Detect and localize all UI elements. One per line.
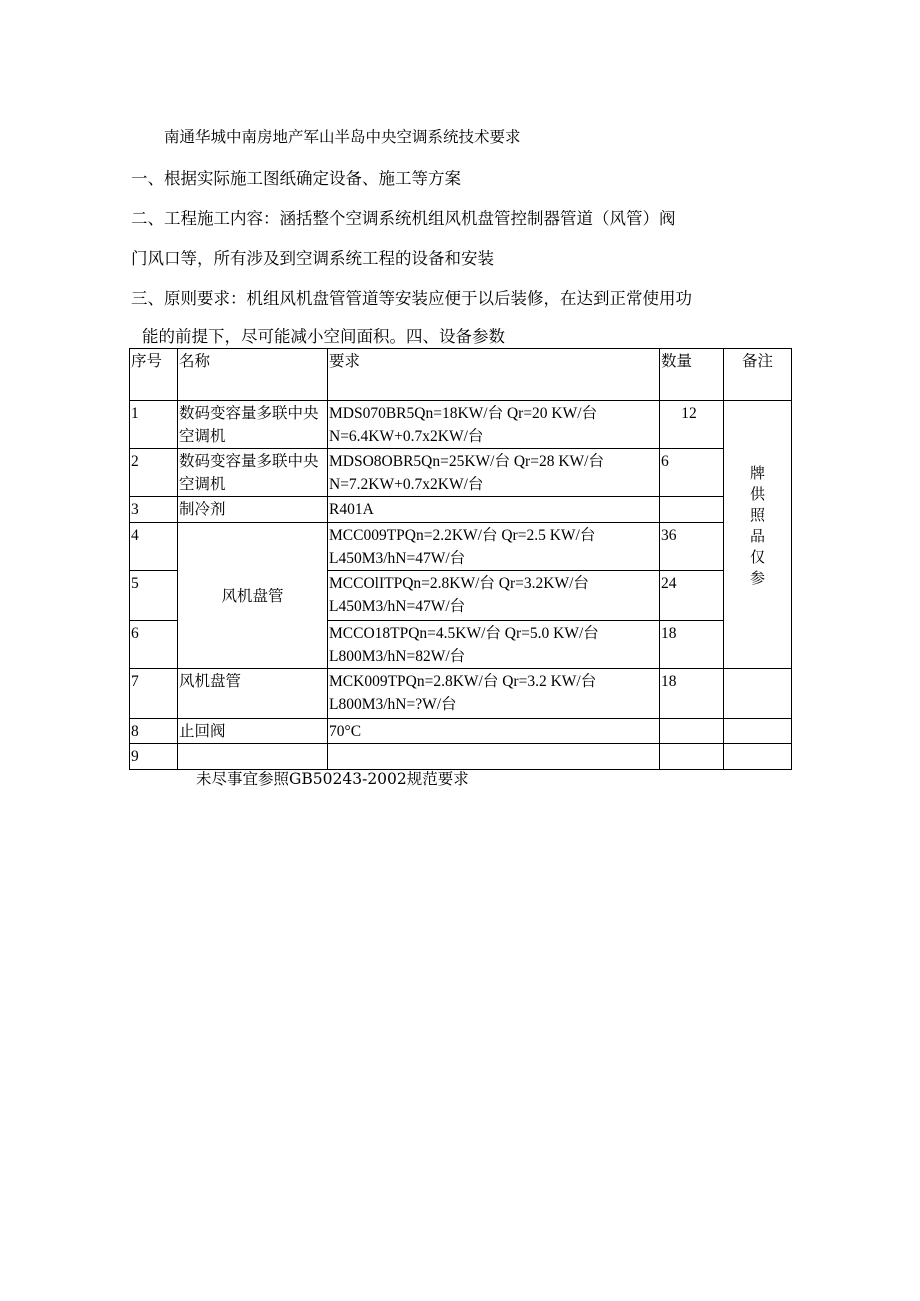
header-name: 名称 [178, 349, 328, 401]
cell-quantity: 6 [660, 449, 724, 497]
cell-remark [724, 744, 792, 770]
cell-no: 5 [130, 571, 178, 621]
cell-requirement: MDS070BR5Qn=18KW/台 Qr=20 KW/台 N=6.4KW+0.7x2KW/台 [328, 401, 660, 449]
cell-requirement: MCCO18TPQn=4.5KW/台 Qr=5.0 KW/台 L800M3/hN=82W/台 [328, 621, 660, 669]
cell-requirement: 70°C [328, 719, 660, 744]
cell-quantity [660, 497, 724, 523]
table-row [130, 523, 792, 571]
cell-name: 数码变容量多联中央空调机 [178, 401, 328, 449]
section-2-text-line2: 门风口等，所有涉及到空调系统工程的设备和安装 [131, 249, 494, 268]
cell-no: 2 [130, 449, 178, 497]
section-2-text-line1: 二、工程施工内容：涵括整个空调系统机组风机盘管控制器管道（风管）阀 [131, 209, 676, 228]
cell-remark [724, 669, 792, 719]
cell-no: 4 [130, 523, 178, 571]
section-3-text-line2: 能的前提下，尽可能减小空间面积。四、设备参数 [142, 327, 505, 346]
header-remark: 备注 [724, 349, 792, 401]
cell-remark-merged [724, 401, 792, 669]
cell-name [178, 744, 328, 770]
cell-requirement: MCC009TPQn=2.2KW/台 Qr=2.5 KW/台 L450M3/hN=47W/台 [328, 523, 660, 571]
section-1-text: 一、根据实际施工图纸确定设备、施工等方案 [131, 169, 461, 188]
cell-no: 6 [130, 621, 178, 669]
cell-requirement: MDSO8OBR5Qn=25KW/台 Qr=28 KW/台 N=7.2KW+0.7x2KW/台 [328, 449, 660, 497]
cell-name: 制冷剂 [178, 497, 328, 523]
cell-requirement: R401A [328, 497, 660, 523]
table-row [130, 744, 792, 770]
cell-no: 9 [130, 744, 178, 770]
cell-no: 8 [130, 719, 178, 744]
remark-vertical-text: 牌供照品仅参 [749, 463, 765, 587]
header-requirement: 要求 [328, 349, 660, 401]
cell-quantity: 12 [660, 401, 724, 449]
cell-quantity: 18 [660, 669, 724, 719]
cell-quantity [660, 744, 724, 770]
table-row [130, 497, 792, 523]
table-row [130, 719, 792, 744]
cell-name: 风机盘管 [178, 669, 328, 719]
cell-quantity [660, 719, 724, 744]
header-quantity: 数量 [660, 349, 724, 401]
cell-quantity: 18 [660, 621, 724, 669]
cell-name: 数码变容量多联中央空调机 [178, 449, 328, 497]
cell-quantity: 24 [660, 571, 724, 621]
section-3-text-line1: 三、原则要求：机组风机盘管管道等安装应便于以后装修，在达到正常使用功 [131, 289, 692, 308]
equipment-parameter-table [129, 348, 792, 770]
cell-no: 1 [130, 401, 178, 449]
table-row [130, 669, 792, 719]
table-header-row [130, 349, 792, 401]
cell-quantity: 36 [660, 523, 724, 571]
cell-requirement: MCK009TPQn=2.8KW/台 Qr=3.2 KW/台 L800M3/hN=?W/台 [328, 669, 660, 719]
header-no: 序号 [130, 349, 178, 401]
cell-name: 止回阀 [178, 719, 328, 744]
cell-no: 3 [130, 497, 178, 523]
cell-requirement [328, 744, 660, 770]
document-title: 南通华城中南房地产军山半岛中央空调系统技术要求 [164, 128, 521, 146]
cell-name-merged: 风机盘管 [178, 523, 328, 669]
footer-note: 未尽事宜参照GB50243-2002规范要求 [196, 770, 469, 788]
cell-requirement: MCCOlITPQn=2.8KW/台 Qr=3.2KW/台 L450M3/hN=47W/台 [328, 571, 660, 621]
table-row [130, 401, 792, 449]
table-row [130, 449, 792, 497]
cell-no: 7 [130, 669, 178, 719]
cell-remark [724, 719, 792, 744]
